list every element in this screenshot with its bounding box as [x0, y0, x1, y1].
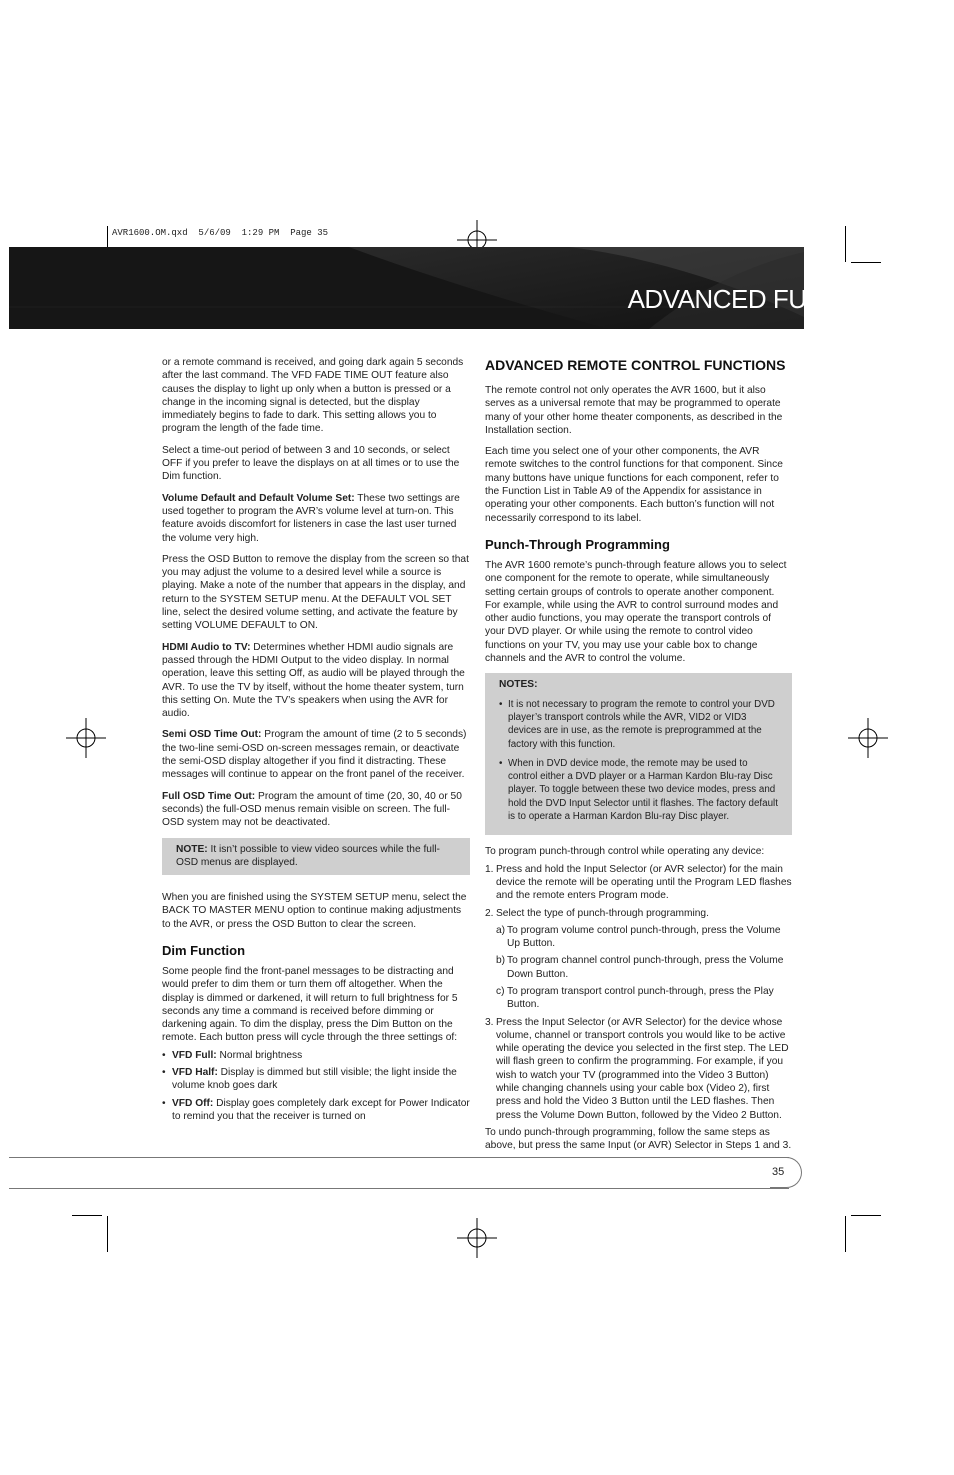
- page-number: 35: [772, 1166, 785, 1178]
- term-text: Normal brightness: [216, 1049, 303, 1061]
- section-heading: ADVANCED REMOTE CONTROL FUNCTIONS: [485, 357, 786, 373]
- paragraph: Some people find the front-panel messages to be distracting and would prefer to dim them or turn them off altogether. When the display is dimmed or darkened, it will return to full brightness for 5 seconds any time a command is received before dimming or darkening again. To dim the display, press the Dim Button on the remote. Each button press will cycle through the three settings of:: [162, 965, 458, 1044]
- crop-mark: [845, 1216, 846, 1252]
- note-text: [176, 843, 456, 870]
- notes-title: NOTES:: [499, 679, 538, 691]
- substep-item: [485, 924, 792, 951]
- registration-mark-icon: [457, 1218, 497, 1258]
- step-number: 1.: [485, 863, 494, 875]
- step-number: 3.: [485, 1016, 494, 1028]
- step-item: [485, 863, 792, 903]
- substep-item: [485, 985, 792, 1012]
- substep-item: [485, 954, 792, 981]
- crop-mark: [72, 1215, 102, 1216]
- substep-letter: b): [496, 955, 506, 967]
- term-text: These two settings are used together to program the AVR’s volume level at turn-on. This feature avoids discomfort for listeners in case the last user turned the volume very high.: [162, 492, 460, 544]
- paragraph: [162, 790, 470, 830]
- substep-text: To program transport control punch-through, press the Play Button.: [507, 985, 774, 1011]
- footer-rule: [9, 1188, 789, 1189]
- term-text: Program the amount of time (20, 30, 40 or 50 seconds) the full-OSD menus remain visible on screen. The full-OSD system may not be deactivated.: [162, 790, 462, 829]
- substep-letter: c): [496, 985, 505, 997]
- term-label: Volume Default and Default Volume Set:: [162, 492, 355, 504]
- paragraph: [162, 728, 470, 781]
- step-text: Select the type of punch-through programming.: [496, 907, 709, 919]
- paragraph: or a remote command is received, and going dark again 5 seconds after the last command. The VFD FADE TIME OUT feature also causes the display to light up only when a button is pressed or a change in the incoming signal is detected, but the display immediately begins to fade to dark. This setting allows you to program the length of the fade time.: [162, 357, 464, 435]
- paragraph: To undo punch-through programming, follow the same steps as above, but press the same Input (or AVR) Selector in Steps 1 and 3.: [485, 1126, 792, 1152]
- term-text: Display is dimmed but still visible; the light inside the volume knob goes dark: [172, 1067, 457, 1092]
- left-column: [162, 356, 470, 1127]
- term-text: Display goes completely dark except for Power Indicator to remind you that the receiver is turned on: [172, 1097, 470, 1122]
- term-label: HDMI Audio to TV:: [162, 641, 251, 653]
- step-text: Press the Input Selector (or AVR Selector) for the device whose volume, channel or transport controls you would like to be active while operating the device you selected in the first step. The LED will flash green to confirm the programming. For example, if you wish to watch your TV (programmed into the Video 3 Button) while changing channels using your cable box (Video 2), first press and hold the Video 3 Button until the LED flashes. Then press the Volume Down Button, followed by the Video 2 Button.: [496, 1016, 789, 1121]
- note-box: [162, 838, 470, 876]
- list-item: [162, 1049, 470, 1062]
- step-item: [485, 1016, 792, 1122]
- paragraph: [162, 492, 470, 545]
- section-title: ADVANCED FUNCTIONS: [627, 284, 920, 314]
- paragraph: To program punch-through control while operating any device:: [485, 846, 765, 858]
- term-label: VFD Full:: [172, 1049, 217, 1061]
- registration-mark-icon: [848, 718, 888, 758]
- crop-mark: [851, 262, 881, 263]
- paragraph: Each time you select one of your other components, the AVR remote switches to the control functions for that component. Since many buttons have unique functions for each component, refer to the Function List in Table A9 of the Appendix for assistance in operating your other components. Each button’s function will not necessarily correspond to its label.: [485, 446, 783, 524]
- subheading-punch-through: Punch-Through Programming: [485, 536, 670, 552]
- notes-item: • When in DVD device mode, the remote may be used to control either a DVD player or a Harman Kardon Blu-ray Disc player. To toggle between these two device modes, press and hold the DVD Input Selector until it flashes. The factory default is to operate a Harman Kardon Blu-ray Disc player.: [499, 757, 778, 823]
- substep-letter: a): [496, 924, 506, 936]
- note-label: NOTE:: [176, 843, 208, 855]
- term-text: Program the amount of time (2 to 5 seconds) the two-line semi-OSD on-screen messages remain, or deactivate the semi-OSD display altogether if you find it distracting. These messages will continue to appear on the front panel of the receiver.: [162, 729, 467, 781]
- list-item: [162, 1097, 470, 1124]
- notes-item: • It is not necessary to program the remote to control your DVD player’s transport controls while the AVR, VID2 or VID3 devices are in use, as the remote is preprogrammed at the factory with this function.: [499, 698, 778, 751]
- crop-mark: [851, 1215, 881, 1216]
- paragraph: The AVR 1600 remote’s punch-through feature allows you to select one component for the remote to operate, while simultaneously setting certain groups of controls to operate another component. For example, while using the AVR to control surround modes and other audio functions, you may operate the transport controls of your DVD player. Or while using the remote to control video functions on your TV, you may use your cable box to change channels and the AVR to control the volume.: [485, 559, 787, 665]
- substep-text: To program channel control punch-through, press the Volume Down Button.: [507, 955, 784, 980]
- term-label: Full OSD Time Out:: [162, 790, 256, 802]
- paragraph: The remote control not only operates the AVR 1600, but it also serves as a universal remote that may be programmed to operate many of your other home theater components, as described in the Installation section.: [485, 385, 783, 436]
- term-text: Determines whether HDMI audio signals are passed through the HDMI Output to the video display. In normal operation, leave this setting Off, as audio will be played through the AVR. To use the TV by itself, without the home theater system, turn this setting On. Mute the TV’s speakers when using the AVR for audio.: [162, 641, 465, 720]
- substep-text: To program volume control punch-through, press the Volume Up Button.: [507, 924, 781, 950]
- right-column: [485, 356, 792, 1161]
- notes-box: [485, 673, 792, 835]
- paragraph: [162, 641, 470, 721]
- paragraph: Select a time-out period of between 3 and 10 seconds, or select OFF if you prefer to leave the displays on at all times or to use the Dim function.: [162, 444, 460, 483]
- term-label: VFD Half:: [172, 1067, 218, 1079]
- step-text: Press and hold the Input Selector (or AVR selector) for the main device the remote will be operating until the Program LED flashes and the remote enters Program mode.: [496, 863, 792, 902]
- file-slug: AVR1600.OM.qxd 5/6/09 1:29 PM Page 35: [112, 228, 329, 238]
- term-label: Semi OSD Time Out:: [162, 729, 262, 741]
- paragraph: When you are finished using the SYSTEM SETUP menu, select the BACK TO MASTER MENU option to continue making adjustments to the AVR, or press the OSD Button to clear the screen.: [162, 892, 467, 930]
- footer-rule: [9, 1157, 789, 1158]
- step-item: [485, 907, 792, 920]
- step-number: 2.: [485, 907, 494, 919]
- term-label: VFD Off:: [172, 1097, 214, 1109]
- note-body: It isn’t possible to view video sources while the full-OSD menus are displayed.: [176, 843, 440, 868]
- paragraph: Press the OSD Button to remove the display from the screen so that you may adjust the volume to a desired level while a source is playing. Make a note of the number that appears in the display, and return to the SYSTEM SETUP menu. At the DEFAULT VOL SET line, select the desired volume setting, and activate the feature by setting VOLUME DEFAULT to ON.: [162, 553, 469, 632]
- crop-mark: [845, 226, 846, 262]
- list-item: [162, 1066, 470, 1093]
- crop-mark: [107, 1216, 108, 1252]
- subheading-dim-function: Dim Function: [162, 942, 246, 958]
- registration-mark-icon: [66, 718, 106, 758]
